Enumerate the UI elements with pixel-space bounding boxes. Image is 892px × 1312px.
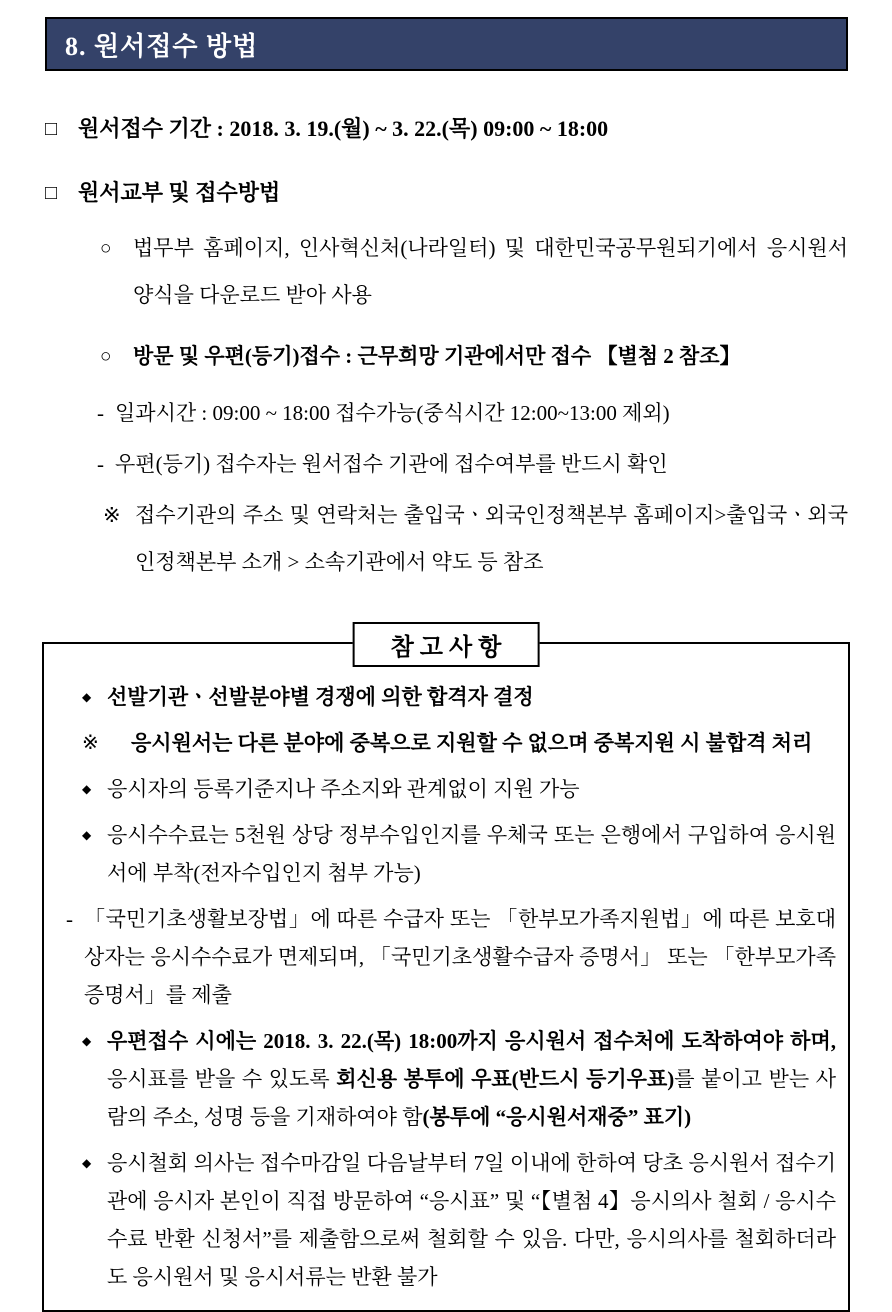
- diamond-bullet-icon: ◆: [82, 1156, 92, 1170]
- section-title: 8. 원서접수 방법: [65, 31, 259, 61]
- notice-item-text: 를 붙이고 받는 사람의 주소, 성명 등을 기재하여야 함: [107, 1067, 836, 1129]
- notice-item-text: 응시철회 의사는 접수마감일 다음날부터 7일 이내에 한하여 당초 응시원서 접수기관에 응시자 본인이 직접 방문하여 “응시표” 및 “【별첨 4】응시의사 철회 / 응시수수료 반환 신청서”를 제출함으로써 철회할 수 있음. 다만, 응시의사를 철회하더라도 응시원서 및 응시서류는 반환 불가: [107, 1151, 836, 1289]
- distribution-method-text: 원서교부 및 접수방법: [78, 180, 281, 205]
- application-period-text: 원서접수 기간 : 2018. 3. 19.(월) ~ 3. 22.(목) 09:00 ~ 18:00: [78, 116, 609, 141]
- diamond-bullet-icon: ◆: [82, 828, 92, 842]
- postal-confirm-item: [97, 441, 848, 488]
- notice-item-duplicate-warning: [82, 724, 860, 762]
- visit-postal-text: 방문 및 우편(등기)접수 : 근무희망 기관에서만 접수 【별첨 2 참조】: [133, 344, 741, 368]
- dash-bullet-icon: -: [66, 907, 73, 931]
- notice-item-residence: [58, 770, 836, 808]
- notice-item-text: 선발기관ㆍ선발분야별 경쟁에 의한 합격자 결정: [107, 685, 534, 709]
- diamond-bullet-icon: ◆: [82, 690, 92, 704]
- notice-box: [42, 635, 850, 1312]
- notice-item-text: 응시자의 등록기준지나 주소지와 관계없이 지원 가능: [107, 777, 580, 801]
- notice-box-title: 참 고 사 항: [353, 622, 540, 667]
- download-text: 법무부 홈페이지, 인사혁신처(나라일터) 및 대한민국공무원되기에서 응시원서 양식을 다운로드 받아 사용: [133, 236, 848, 307]
- notice-item-text: 응시수수료는 5천원 상당 정부수입인지를 우체국 또는 은행에서 구입하여 응시원서에 부착(전자수입인지 첨부 가능): [107, 823, 836, 885]
- circle-bullet-icon: ○: [100, 238, 112, 259]
- reference-mark-icon: ※: [103, 503, 121, 527]
- section-title-bar: [45, 17, 848, 71]
- square-bullet-icon: □: [45, 182, 58, 204]
- square-bullet-icon: □: [45, 118, 58, 140]
- notice-item-fee: [58, 816, 836, 892]
- diamond-bullet-icon: ◆: [82, 782, 92, 796]
- office-hours-item: [97, 390, 848, 437]
- notice-item-text: 우편접수 시에는 2018. 3. 22.(목) 18:00까지 응시원서 접수처에 도착하여야 하며,: [107, 1029, 836, 1053]
- download-item: [100, 225, 848, 319]
- dash-bullet-icon: -: [97, 401, 104, 425]
- notice-item-withdrawal: [58, 1144, 836, 1296]
- notice-item-text: 「국민기초생활보장법」에 따른 수급자 또는 「한부모가족지원법」에 따른 보호대상자는 응시수수료가 면제되며, 「국민기초생활수급자 증명서」 또는 「한부모가족 증명서」를 제출: [84, 907, 836, 1007]
- agency-address-note-text: 접수기관의 주소 및 연락처는 출입국ㆍ외국인정책본부 홈페이지>출입국ㆍ외국인정책본부 소개 > 소속기관에서 약도 등 참조: [135, 503, 848, 574]
- notice-item-text: 응시표를 받을 수 있도록: [107, 1067, 337, 1091]
- notice-item-text: (봉투에 “응시원서재중” 표기): [422, 1105, 692, 1129]
- application-period-item: [45, 113, 848, 145]
- distribution-method-item: [45, 177, 848, 209]
- notice-item-postal-deadline: [58, 1022, 836, 1136]
- notice-item-text: 회신용 봉투에 우표(반드시 등기우표): [336, 1067, 675, 1091]
- office-hours-text: 일과시간 : 09:00 ~ 18:00 접수가능(중식시간 12:00~13:00 제외): [115, 401, 670, 425]
- circle-bullet-icon: ○: [100, 346, 112, 367]
- reference-mark-icon: ※: [82, 732, 99, 754]
- postal-confirm-text: 우편(등기) 접수자는 원서접수 기관에 접수여부를 반드시 확인: [115, 452, 668, 476]
- dash-bullet-icon: -: [97, 452, 104, 476]
- notice-item-fee-exemption: [58, 900, 836, 1014]
- notice-item-selection: [58, 678, 836, 716]
- visit-postal-item: [100, 333, 848, 380]
- diamond-bullet-icon: ◆: [82, 1034, 92, 1048]
- agency-address-note: [103, 492, 848, 586]
- notice-item-text: 응시원서는 다른 분야에 중복으로 지원할 수 없으며 중복지원 시 불합격 처리: [131, 731, 813, 755]
